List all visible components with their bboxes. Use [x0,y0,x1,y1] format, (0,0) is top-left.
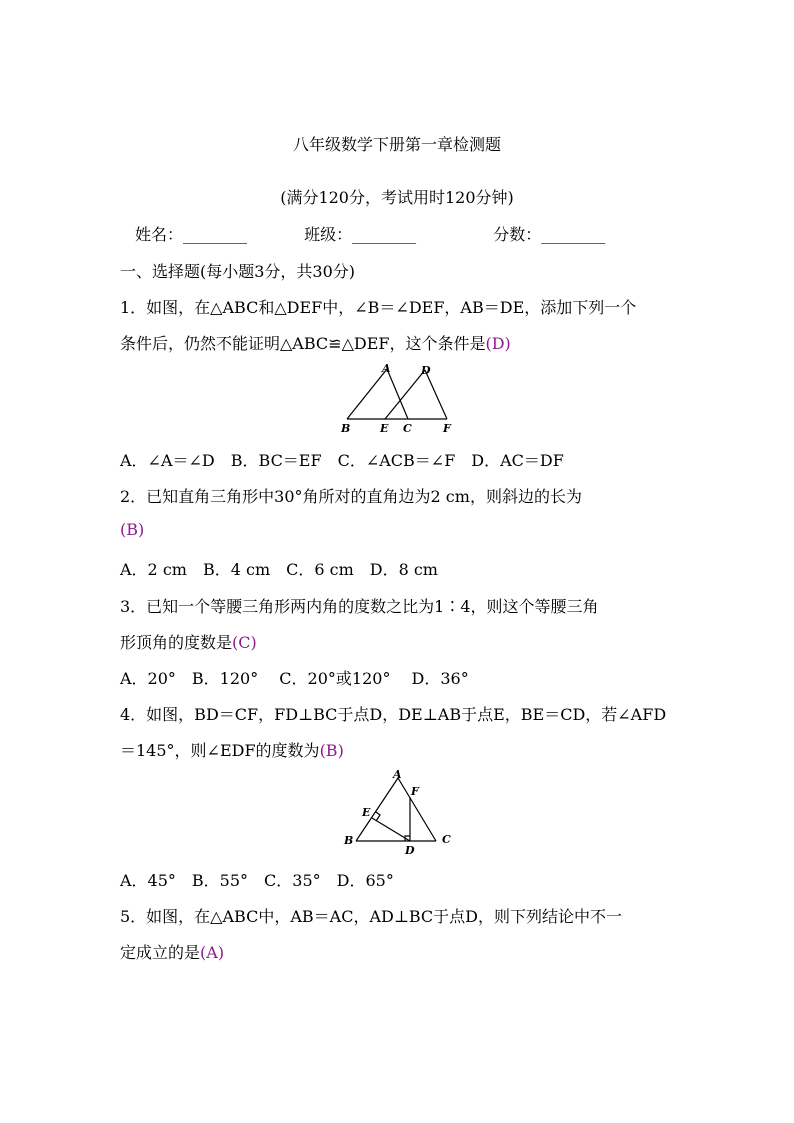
question-3-line2 [120,630,257,653]
question-3-text: 形顶角的度数是 [120,633,233,652]
question-4-answer: (B) [319,741,344,760]
question-1-options: A．∠A＝∠D B．BC＝EF C．∠ACB＝∠F D．AC＝DF [120,451,564,470]
question-3-answer: (C) [232,633,257,652]
fig4-label-C: C [442,833,451,846]
class-field-label: 班级：________ [304,225,417,244]
question-2-line1: 2．已知直角三角形中30°角所对的直角边为2 cm，则斜边的长为 [120,487,582,506]
fig1-label-E: E [380,422,389,435]
question-4-options: A．45° B．55° C．35° D．65° [120,871,394,890]
question-1-text: 条件后，仍然不能证明△ABC≌△DEF，这个条件是 [120,334,486,353]
section-heading: 一、选择题(每小题3分，共30分) [120,262,356,281]
question-4-figure [338,766,458,858]
question-1-line1: 1．如图，在△ABC和△DEF中，∠B＝∠DEF，AB＝DE，添加下列一个 [120,298,637,317]
fig1-label-B: B [341,422,351,435]
question-1-answer: (D) [485,334,511,353]
page-subtitle: (满分120分，考试用时120分钟) [280,188,514,207]
student-info-row [135,222,605,245]
fig4-label-B: B [344,834,354,847]
fig1-label-C: C [403,422,412,435]
fig4-label-A: A [393,768,402,781]
name-field-label: 姓名：________ [135,225,248,244]
score-field-label: 分数：________ [493,225,606,244]
question-4-line2 [120,738,344,761]
question-1-line2 [120,331,511,354]
question-1-figure [335,360,460,435]
question-5-line1: 5．如图，在△ABC中，AB＝AC，AD⊥BC于点D，则下列结论中不一 [120,907,623,926]
question-5-text: 定成立的是 [120,943,201,962]
fig4-label-D: D [405,844,415,857]
question-4-line1: 4．如图，BD＝CF，FD⊥BC于点D，DE⊥AB于点E，BE＝CD，若∠AFD [120,705,667,724]
question-3-options: A．20° B．120° C．20°或120° D．36° [120,669,469,688]
fig1-label-A: A [382,362,391,375]
fig4-label-F: F [411,785,419,798]
question-2-answer: (B) [120,520,145,539]
question-4-text: ＝145°，则∠EDF的度数为 [120,741,320,760]
question-2-line2 [120,520,144,539]
question-3-line1: 3．已知一个等腰三角形两内角的度数之比为1∶4，则这个等腰三角 [120,597,599,616]
question-5-answer: (A) [200,943,225,962]
fig4-label-E: E [362,806,371,819]
question-2-options: A．2 cm B．4 cm C．6 cm D．8 cm [120,560,438,579]
fig1-label-D: D [421,364,431,377]
page-title: 八年级数学下册第一章检测题 [292,135,501,154]
fig1-label-F: F [443,422,451,435]
question-5-line2 [120,940,224,963]
